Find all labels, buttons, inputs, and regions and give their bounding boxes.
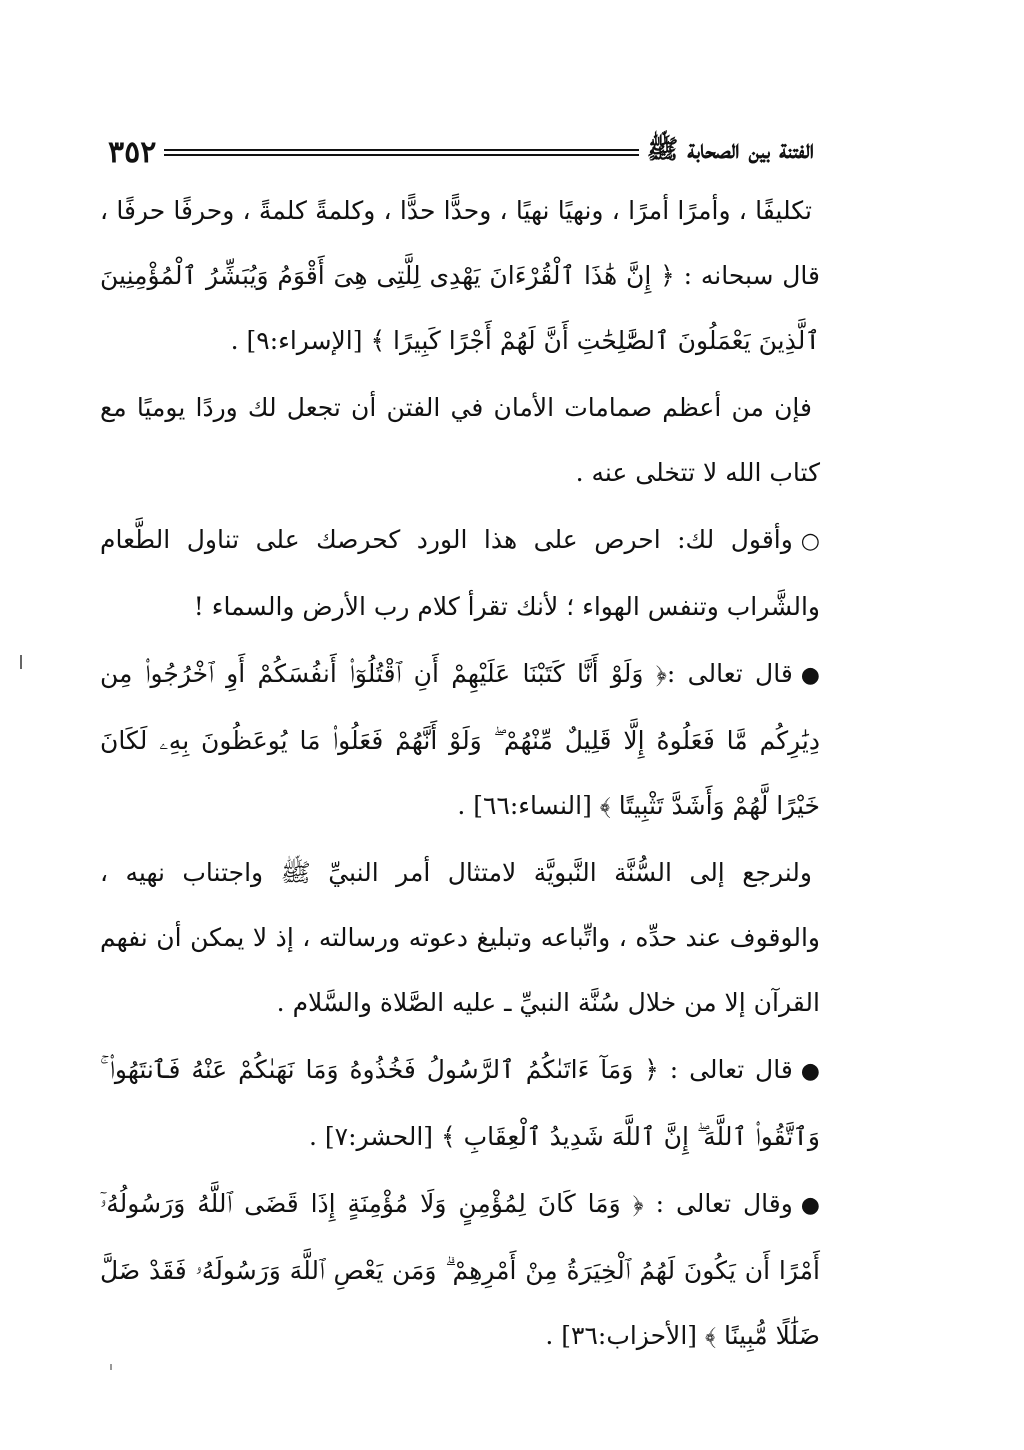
paragraph-6-text: قال تعالى : ﴿ وَمَآ ءَاتَىٰكُمُ ٱلرَّسُولُ فَخُذُوهُ وَمَا نَهَىٰكُمْ عَنْهُ فَٱنتَهُوا۟ ۚ وَٱتَّقُوا۟ ٱللَّهَ ۖ إِنَّ ٱللَّهَ شَدِيدُ ٱلْعِقَابِ ﴾ [الحشر:٧] .	[100, 1055, 820, 1151]
paragraph-1-text: تكليفًا ، وأمرًا أمرًا ، ونهيًا نهيًا ، وحدًّا حدًّا ، وكلمةً كلمةً ، وحرفًا حرفًا ، قال سبحانه : ﴿ إِنَّ هَٰذَا ٱلْقُرْءَانَ يَهْدِى لِلَّتِى هِىَ أَقْوَمُ وَيُبَشِّرُ ٱلْمُؤْمِنِينَ ٱلَّذِينَ يَعْمَلُونَ ٱلصَّٰلِحَٰتِ أَنَّ لَهُمْ أَجْرًا كَبِيرًا ﴾ [الإسراء:٩] .	[100, 196, 820, 355]
paragraph-7	[100, 1171, 820, 1368]
paragraph-1	[100, 178, 820, 373]
paragraph-5	[100, 840, 820, 1035]
paragraph-2-text: فإن من أعظم صمامات الأمان في الفتن أن تجعل لك وردًا يوميًا مع كتاب الله لا تتخلى عنه .	[100, 393, 820, 487]
paragraph-6	[100, 1037, 820, 1169]
dot-bullet-icon: ●	[800, 1193, 820, 1218]
page-header	[100, 130, 820, 174]
dot-bullet-icon: ●	[800, 1059, 820, 1084]
paragraph-3	[100, 507, 820, 639]
scan-mark	[20, 655, 22, 669]
scan-mark	[110, 1364, 112, 1370]
dot-bullet-icon: ●	[800, 663, 820, 688]
header-rule	[164, 149, 639, 156]
paragraph-3-text: وأقول لك: احرص على هذا الورد كحرصك على تناول الطَّعام والشَّراب وتنفس الهواء ؛ لأنك تقرأ كلام رب الأرض والسماء !	[100, 525, 820, 621]
circle-bullet-icon: ○	[800, 529, 820, 554]
paragraph-4	[100, 641, 820, 838]
running-title: الفتنة بين الصحابة ﷺ	[646, 135, 814, 165]
paragraph-4-text: قال تعالى :﴿ وَلَوْ أَنَّا كَتَبْنَا عَلَيْهِمْ أَنِ ٱقْتُلُوٓا۟ أَنفُسَكُمْ أَوِ ٱخْرُجُوا۟ مِن دِيَٰرِكُم مَّا فَعَلُوهُ إِلَّا قَلِيلٌ مِّنْهُمْ ۖ وَلَوْ أَنَّهُمْ فَعَلُوا۟ مَا يُوعَظُونَ بِهِۦ لَكَانَ خَيْرًا لَّهُمْ وَأَشَدَّ تَثْبِيتًا ﴾ [النساء:٦٦] .	[100, 659, 820, 820]
paragraph-2	[100, 375, 820, 505]
book-page	[100, 130, 820, 1368]
page-number: ٣٥٢	[108, 134, 157, 170]
paragraph-5-text: ولنرجع إلى السُّنَّة النَّبويَّة لامتثال أمر النبيِّ ﷺ واجتناب نهيه ، والوقوف عند حدِّه ، واتِّباعه وتبليغ دعوته ورسالته ، إذ لا يمكن أن نفهم القرآن إلا من خلال سُنَّة النبيِّ ـ عليه الصَّلاة والسَّلام .	[100, 858, 820, 1017]
paragraph-7-text: وقال تعالى : ﴿ وَمَا كَانَ لِمُؤْمِنٍ وَلَا مُؤْمِنَةٍ إِذَا قَضَى ٱللَّهُ وَرَسُولُهُۥٓ أَمْرًا أَن يَكُونَ لَهُمُ ٱلْخِيَرَةُ مِنْ أَمْرِهِمْ ۗ وَمَن يَعْصِ ٱللَّهَ وَرَسُولَهُۥ فَقَدْ ضَلَّ ضَلَٰلًا مُّبِينًا ﴾ [الأحزاب:٣٦] .	[100, 1189, 820, 1350]
